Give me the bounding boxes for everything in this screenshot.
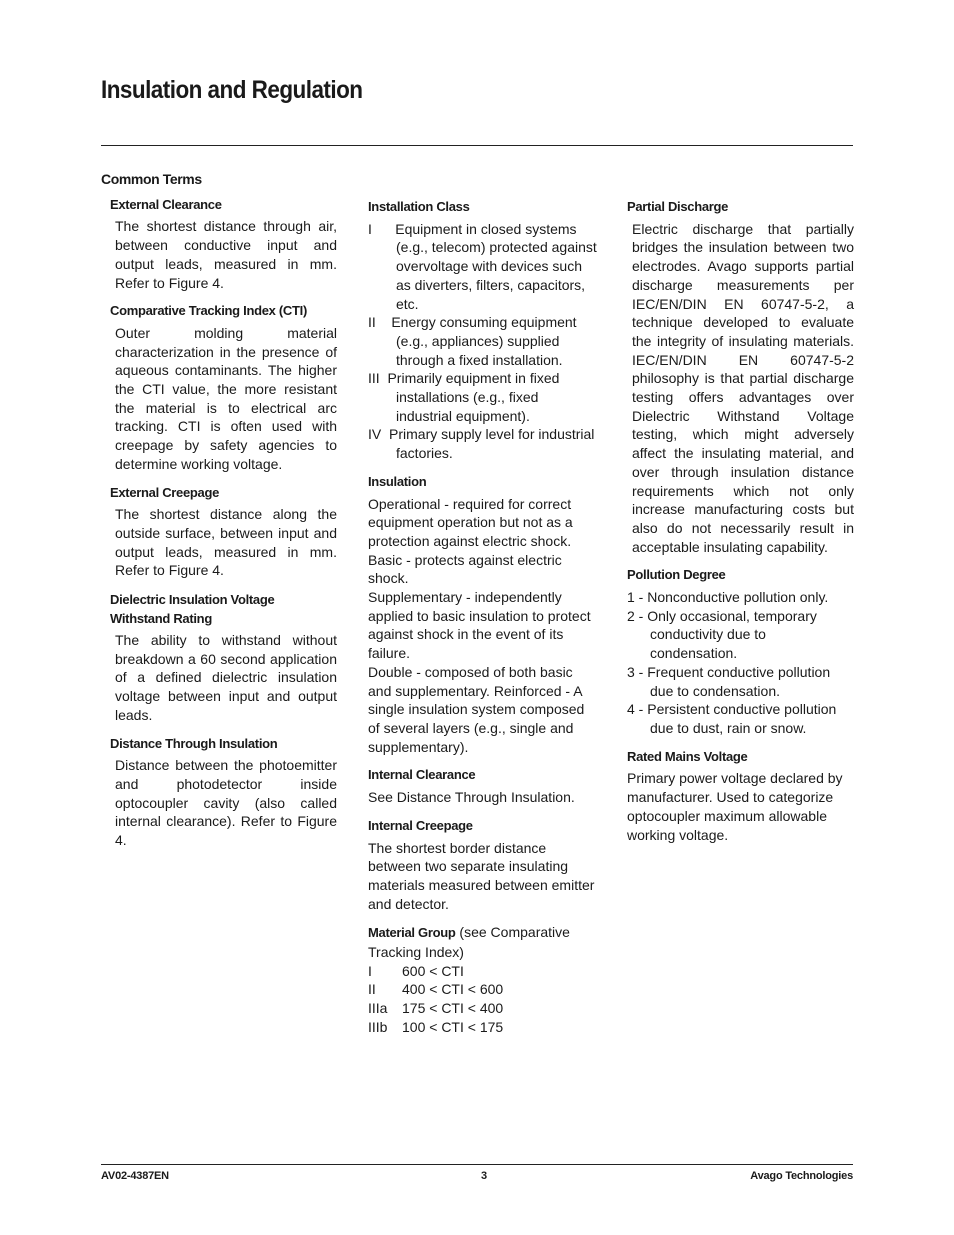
term-cti: [101, 302, 337, 473]
term-label: Installation Class: [368, 199, 470, 214]
item-key: I: [368, 220, 372, 237]
column-2: [368, 198, 598, 1047]
term-definition: The ability to withstand without breakdown a 60 second application of a defined dielectric insulation voltage between input and output leads.: [115, 632, 337, 723]
term-rated-mains-voltage: [627, 748, 854, 845]
item-text: Energy consuming equipment (e.g., appliances) supplied through a fixed installation.: [391, 314, 577, 368]
list-item: 2 - Only occasional, temporary conductivity due to condensation.: [627, 607, 817, 662]
list-item: [368, 313, 598, 369]
item-key: III: [368, 370, 380, 387]
term-definition: See Distance Through Insulation.: [368, 789, 575, 806]
section-heading: Common Terms: [101, 171, 202, 187]
term-definition: Outer molding material characterization in the presence of aqueous contaminants. The higher the CTI value, the more resistant the material is to electrical arc tracking. CTI is often used with creepage by safety agencies to determine working voltage.: [115, 324, 337, 472]
term-label: Distance Through Insulation: [110, 735, 278, 751]
insulation-line: Basic - protects against electric shock.: [368, 551, 562, 587]
term-label: Internal Creepage: [368, 817, 473, 833]
term-definition: Primary power voltage declared by manufacturer. Used to categorize optocoupler maximum allowable working voltage.: [627, 770, 843, 843]
item-text: Primarily equipment in fixed installations (e.g., fixed industrial equipment).: [387, 370, 560, 424]
item-text: Primary supply level for industrial factories.: [389, 426, 595, 462]
term-label: Pollution Degree: [627, 567, 726, 583]
term-distance-through-insulation: [101, 735, 337, 850]
term-label: Internal Clearance: [368, 767, 476, 783]
term-definition: Electric discharge that partially bridges the insulation between two electrodes. Avago supports partial discharge measurements per IEC/EN/DIN EN 60747-5-2, a technique developed to evaluate the integrity of insulating materials. IEC/EN/DIN EN 60747-5-2 philosophy is that partial discharge testing offers advantages over Dielectric Withstand Voltage testing, which might adversely affect the insulating material, and over through insulation distance requirements which not only increase manufacturing costs but also do not necessarily result in acceptable insulating capability.: [632, 220, 854, 555]
term-label: Rated Mains Voltage: [627, 748, 748, 764]
list-item: [368, 369, 598, 425]
list-item: [368, 999, 598, 1018]
list-item: 3 - Frequent conductive pollution due to condensation.: [627, 663, 831, 699]
term-external-creepage: [101, 484, 337, 581]
term-dielectric-withstand: [101, 590, 337, 725]
list-item: [368, 980, 598, 999]
item-text: 600 < CTI: [402, 962, 464, 979]
term-definition: Distance between the photoemitter and photodetector inside optocoupler cavity (also called internal clearance). Refer to Figure 4.: [115, 757, 337, 849]
insulation-line: Supplementary - independently applied to basic insulation to protect against shock in the event of its failure.: [368, 589, 591, 662]
list-item: 4 - Persistent conductive pollution due to dust, rain or snow.: [627, 701, 837, 736]
page-title: Insulation and Regulation: [101, 76, 363, 104]
term-material-group: [368, 923, 598, 1036]
list-item: [368, 962, 598, 981]
term-label: External Clearance: [110, 196, 222, 212]
term-internal-creepage: [368, 817, 598, 914]
term-partial-discharge: [627, 198, 854, 556]
term-insulation: [368, 473, 598, 757]
footer-doc-number: AV02-4387EN: [101, 1170, 169, 1182]
term-installation-class: [368, 198, 598, 463]
item-key: II: [368, 314, 376, 331]
term-note: (see Comparative Tracking Index): [368, 924, 570, 961]
list-item: [368, 425, 598, 462]
column-1: [101, 170, 337, 860]
term-external-clearance: [101, 196, 337, 293]
term-label: Partial Discharge: [627, 199, 729, 214]
term-label: External Creepage: [110, 484, 220, 500]
item-key: I: [368, 962, 372, 979]
term-definition: The shortest distance along the outside surface, between input and output leads, measured in mm. Refer to Figure 4.: [115, 506, 337, 579]
item-key: IIIa: [368, 1000, 388, 1017]
list-item: 1 - Nonconductive pollution only.: [627, 589, 829, 606]
term-pollution-degree: [627, 566, 854, 737]
top-divider: [101, 145, 853, 146]
item-text: 175 < CTI < 400: [402, 1000, 504, 1017]
list-item: [368, 1018, 598, 1037]
term-label: Material Group: [368, 925, 456, 941]
list-item: [368, 220, 598, 314]
bottom-divider: [101, 1164, 853, 1165]
column-3: [627, 198, 854, 854]
item-key: IV: [368, 426, 382, 443]
term-label: Insulation: [368, 473, 427, 489]
item-text: 100 < CTI < 175: [402, 1018, 504, 1035]
term-label: Comparative Tracking Index (CTI): [110, 303, 308, 319]
footer-page-number: 3: [481, 1170, 487, 1182]
insulation-line: Double - composed of both basic and supplementary. Reinforced - A single insulation system composed of several layers (e.g., single and supplementary).: [368, 663, 585, 755]
term-definition: The shortest border distance between two separate insulating materials measured between emitter and detector.: [368, 839, 595, 912]
insulation-line: Operational - required for correct equipment operation but not as a protection against electric shock.: [368, 495, 573, 549]
item-text: 400 < CTI < 600: [402, 981, 504, 998]
term-definition: The shortest distance through air, between conductive input and output leads, measured in mm. Refer to Figure 4.: [115, 218, 337, 291]
item-key: II: [368, 981, 376, 998]
footer-company: Avago Technologies: [750, 1170, 853, 1182]
item-key: IIIb: [368, 1018, 388, 1035]
term-internal-clearance: [368, 766, 598, 806]
term-label: Dielectric Insulation Voltage Withstand Rating: [110, 592, 275, 627]
item-text: Equipment in closed systems (e.g., telecom) protected against overvoltage with devices such as diverters, filters, capacitors, etc.: [395, 220, 597, 312]
